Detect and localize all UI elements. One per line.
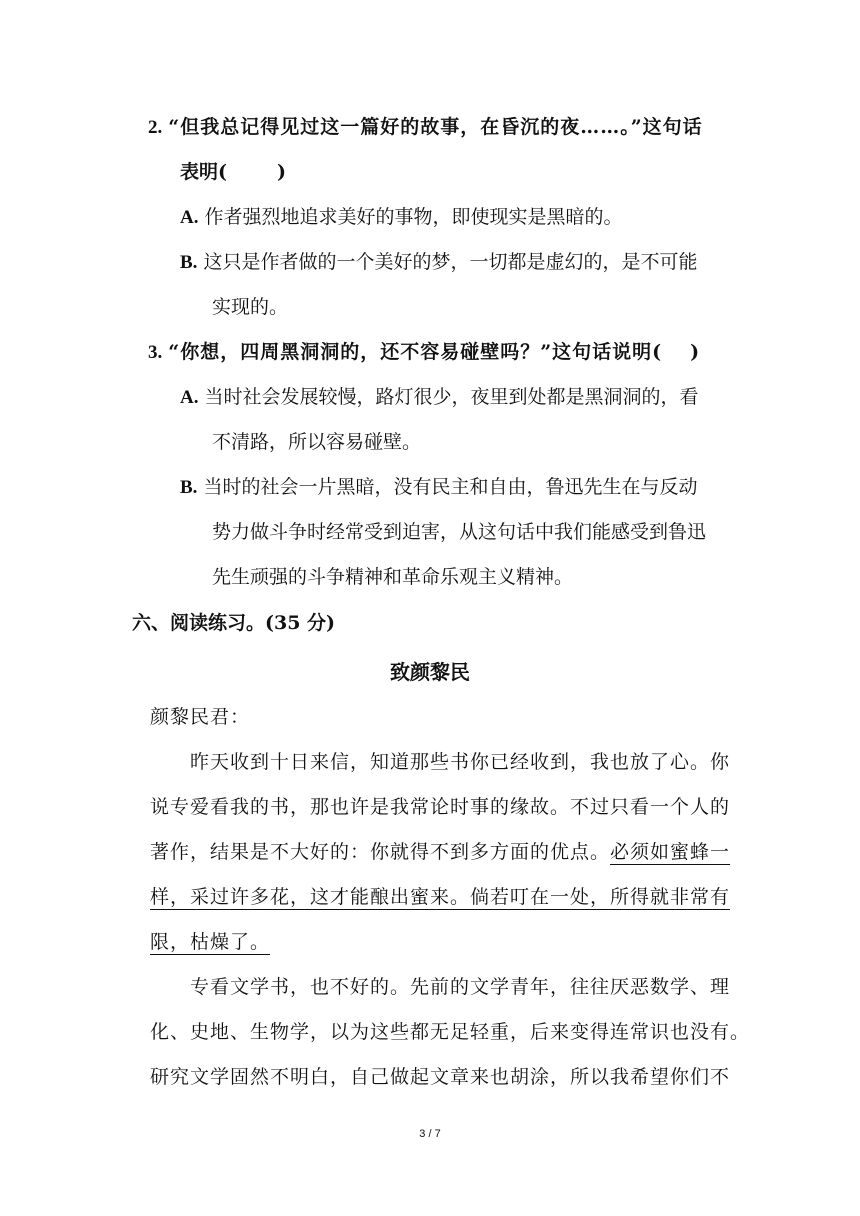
q2-stem-line1 (148, 114, 703, 141)
q2-option-b-label: B. (180, 252, 198, 273)
q2-option-a-text: 作者强烈地追求美好的事物，即使现实是黑暗的。 (204, 206, 623, 228)
paragraph-1-line-1: 昨天收到十日来信，知道那些书你已经收到，我也放了心。你 (190, 751, 731, 773)
q2-option-b (180, 249, 698, 276)
q3-option-b-label: B. (180, 477, 198, 498)
q3-option-b-line2: 势力做斗争时经常受到迫害，从这句话中我们能感受到鲁迅 (212, 521, 707, 543)
paragraph-2-line-2: 化、史地、生物学，以为这些都无足轻重，后来变得连常识也没有。 (150, 1021, 751, 1043)
paragraph-2-line-1: 专看文学书，也不好的。先前的文学青年，往往厌恶数学、理 (190, 976, 731, 998)
paragraph-2-line-3: 研究文学固然不明白，自己做起文章来也胡涂，所以我希望你们不 (150, 1066, 731, 1088)
underlined-passage-end: 限，枯燥了。 (150, 931, 271, 953)
page-indicator: 3 / 7 (419, 1128, 441, 1140)
q3-option-a-line2: 不清路，所以容易碰壁。 (212, 431, 422, 453)
q3-stem-close: ) (690, 341, 700, 363)
q3-number: 3. (148, 342, 163, 363)
q3-option-a-label: A. (180, 387, 199, 408)
q2-option-b-line2: 实现的。 (212, 296, 289, 318)
q3-option-b-line3: 先生顽强的斗争精神和革命乐观主义精神。 (212, 566, 574, 588)
q3-option-a (180, 384, 699, 411)
paragraph-1-plain-text: 著作，结果是不大好的：你就得不到多方面的优点。 (150, 841, 611, 863)
underlined-passage-middle: 样，采过许多花，这才能酿出蜜来。倘若叮在一处，所得就非常有 (150, 886, 731, 908)
q3-option-a-text-1: 当时社会发展较慢，路灯很少，夜里到处都是黑洞洞的，看 (204, 386, 699, 408)
q2-option-a (180, 204, 623, 231)
q3-stem-text: “你想，四周黑洞洞的，还不容易碰壁吗？”这句话说明( (168, 341, 663, 363)
q2-stem-line2 (180, 159, 286, 185)
underlined-passage-start: 必须如蜜蜂一 (610, 841, 731, 863)
paragraph-1-line-3 (150, 839, 730, 865)
q2-option-a-label: A. (180, 207, 199, 228)
q2-number: 2. (148, 117, 163, 138)
q2-option-b-text-1: 这只是作者做的一个美好的梦，一切都是虚幻的，是不可能 (203, 251, 698, 273)
q3-option-b (180, 474, 698, 501)
q2-stem-close: ) (277, 161, 286, 183)
q2-stem-text: “但我总记得见过这一篇好的故事，在昏沉的夜……。”这句话 (168, 116, 703, 138)
section-heading: 六、阅读练习。(35 分) (132, 612, 336, 634)
letter-title: 致颜黎民 (390, 660, 470, 684)
letter-salutation: 颜黎民君： (150, 706, 251, 728)
paragraph-1-line-2: 说专爱看我的书，那也许是我常论时事的缘故。不过只看一个人的 (150, 796, 731, 818)
q3-option-b-text-1: 当时的社会一片黑暗，没有民主和自由，鲁迅先生在与反动 (203, 476, 698, 498)
q2-stem-text-2: 表明( (180, 161, 227, 183)
q3-stem (148, 339, 699, 366)
